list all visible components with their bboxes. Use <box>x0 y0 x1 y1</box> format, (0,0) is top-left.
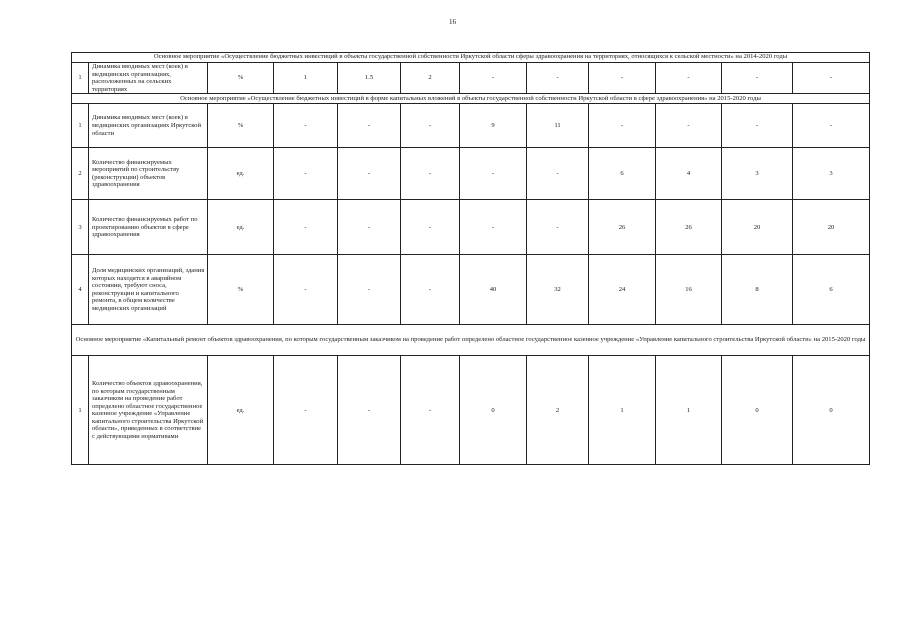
value-cell: - <box>338 255 401 325</box>
value-cell: 6 <box>793 255 870 325</box>
value-cell: 40 <box>460 255 527 325</box>
value-cell: 2 <box>527 356 589 465</box>
value-cell: 20 <box>722 200 793 255</box>
row-number: 2 <box>72 148 89 200</box>
value-cell: - <box>338 148 401 200</box>
value-cell: - <box>274 255 338 325</box>
value-cell: - <box>460 148 527 200</box>
unit-cell: ед. <box>208 148 274 200</box>
value-cell: - <box>401 104 460 148</box>
value-cell: 8 <box>722 255 793 325</box>
indicators-table <box>71 52 870 465</box>
value-cell: - <box>527 63 589 94</box>
value-cell: 1 <box>656 356 722 465</box>
value-cell: - <box>793 63 870 94</box>
value-cell: 3 <box>722 148 793 200</box>
indicator-name: Динамика вводимых мест (коек) в медицинских организациях, расположенных на сельских территориях <box>89 63 208 94</box>
value-cell: 26 <box>656 200 722 255</box>
value-cell: - <box>401 200 460 255</box>
value-cell: - <box>589 104 656 148</box>
value-cell: 16 <box>656 255 722 325</box>
value-cell: - <box>274 356 338 465</box>
section-header-row <box>72 325 870 356</box>
value-cell: 9 <box>460 104 527 148</box>
section-header-row <box>72 94 870 104</box>
unit-cell: ед. <box>208 200 274 255</box>
table-row <box>72 356 870 465</box>
value-cell: 0 <box>722 356 793 465</box>
value-cell: 24 <box>589 255 656 325</box>
section-title: Основное мероприятие «Осуществление бюджетных инвестиций в форме капитальных вложений в объекты государственной собственности Иркутской области в сфере здравоохранения» на 2015-2020 годы <box>72 94 870 104</box>
indicator-name: Количество финансируемых работ по проектированию объектов в сфере здравоохранения <box>89 200 208 255</box>
value-cell: - <box>460 63 527 94</box>
value-cell: - <box>401 356 460 465</box>
value-cell: - <box>274 148 338 200</box>
row-number: 1 <box>72 356 89 465</box>
section-header-row <box>72 53 870 63</box>
value-cell: - <box>793 104 870 148</box>
value-cell: 1.5 <box>338 63 401 94</box>
unit-cell: ед. <box>208 356 274 465</box>
table-row <box>72 104 870 148</box>
value-cell: - <box>722 104 793 148</box>
value-cell: 2 <box>401 63 460 94</box>
value-cell: 1 <box>589 356 656 465</box>
page-number: 16 <box>449 18 456 26</box>
value-cell: 0 <box>793 356 870 465</box>
unit-cell: % <box>208 63 274 94</box>
value-cell: - <box>656 63 722 94</box>
table-row <box>72 255 870 325</box>
section-title: Основное мероприятие «Осуществление бюджетных инвестиций в объекты государственной собственности Иркутской области сферы здравоохранения на территориях, относящихся к сельской местности» на 2014-2020 годы <box>72 53 870 63</box>
row-number: 1 <box>72 104 89 148</box>
value-cell: - <box>274 104 338 148</box>
indicator-name: Количество финансируемых мероприятий по строительству (реконструкции) объектов здравоохранения <box>89 148 208 200</box>
value-cell: - <box>401 148 460 200</box>
value-cell: 0 <box>460 356 527 465</box>
value-cell: - <box>656 104 722 148</box>
table-row <box>72 148 870 200</box>
row-number: 1 <box>72 63 89 94</box>
section-title: Основное мероприятие «Капитальный ремонт объектов здравоохранения, по которым государственным заказчиком на проведение работ определено областное государственное казенное учреждение «Управление капитального строительства Иркутской области» на 2015-2020 годы <box>72 325 870 356</box>
unit-cell: % <box>208 104 274 148</box>
value-cell: - <box>460 200 527 255</box>
value-cell: 6 <box>589 148 656 200</box>
value-cell: 20 <box>793 200 870 255</box>
value-cell: 4 <box>656 148 722 200</box>
value-cell: 26 <box>589 200 656 255</box>
row-number: 3 <box>72 200 89 255</box>
value-cell: - <box>401 255 460 325</box>
value-cell: - <box>527 200 589 255</box>
table-row <box>72 200 870 255</box>
table-row <box>72 63 870 94</box>
indicator-name: Доля медицинских организаций, здания которых находятся в аварийном состоянии, требуют сноса, реконструкции и капитального ремонта, в общем количестве медицинских организаций <box>89 255 208 325</box>
value-cell: 11 <box>527 104 589 148</box>
value-cell: 3 <box>793 148 870 200</box>
value-cell: 1 <box>274 63 338 94</box>
value-cell: - <box>589 63 656 94</box>
indicator-name: Количество объектов здравоохранения, по которым государственным заказчиком на проведение работ определено областное государственное казенное учреждение «Управление капитального строительства Иркутской области», приведенных в соответствие с действующими нормативами <box>89 356 208 465</box>
unit-cell: % <box>208 255 274 325</box>
value-cell: 32 <box>527 255 589 325</box>
value-cell: - <box>338 200 401 255</box>
value-cell: - <box>338 356 401 465</box>
value-cell: - <box>527 148 589 200</box>
indicator-name: Динамика вводимых мест (коек) в медицинских организациях Иркутской области <box>89 104 208 148</box>
row-number: 4 <box>72 255 89 325</box>
value-cell: - <box>722 63 793 94</box>
value-cell: - <box>274 200 338 255</box>
value-cell: - <box>338 104 401 148</box>
